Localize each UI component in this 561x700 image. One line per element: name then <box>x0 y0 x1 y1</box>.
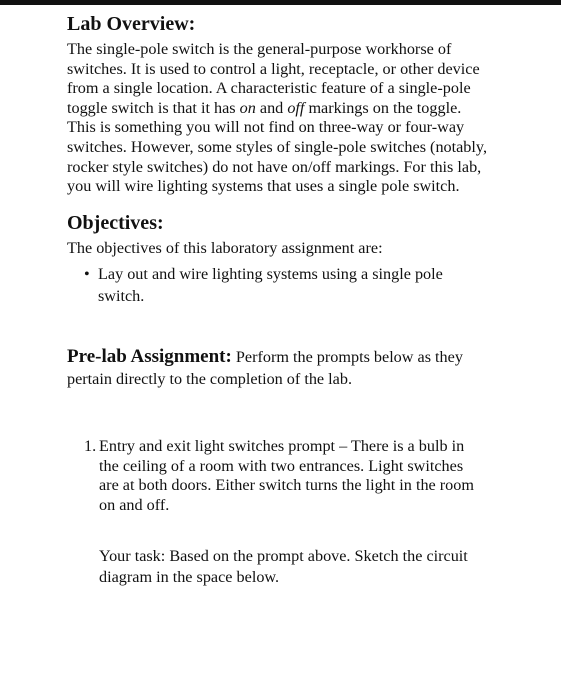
objectives-intro: The objectives of this laboratory assignment are: <box>67 239 383 257</box>
task-line: diagram in the space below. <box>99 567 280 586</box>
overview-line-text: toggle switch is that it has <box>67 98 240 117</box>
overview-line: you will wire lighting systems that uses a single pole switch. <box>67 177 460 196</box>
overview-line <box>67 99 537 119</box>
prompt-line: the ceiling of a room with two entrances. Light switches <box>99 456 464 475</box>
prompt-text <box>99 437 519 515</box>
objective-line: Lay out and wire lighting systems using a single pole <box>98 265 443 283</box>
task-line: Your task: Based on the prompt above. Sketch the circuit <box>99 547 468 565</box>
lab-overview-paragraph <box>67 40 537 197</box>
prelab-text: Perform the prompts below as they <box>231 348 463 366</box>
on-marking-text: on <box>239 98 256 117</box>
bullet-marker: • <box>84 265 90 283</box>
overview-line-text: and <box>255 98 288 117</box>
off-marking-text: off <box>287 98 305 117</box>
top-border <box>0 0 561 5</box>
lab-overview-heading: Lab Overview: <box>67 13 196 35</box>
prompt-line: Entry and exit light switches prompt – There is a bulb in <box>99 437 465 455</box>
objective-line: switch. <box>98 287 145 305</box>
prompt-number: 1. <box>84 437 97 455</box>
prelab-line: pertain directly to the completion of the lab. <box>67 370 352 388</box>
task-instructions <box>99 546 519 587</box>
overview-line: switches. It is used to control a light, receptacle, or other device <box>67 59 480 78</box>
objectives-heading: Objectives: <box>67 212 164 234</box>
prelab-line <box>67 346 537 368</box>
overview-line: The single-pole switch is the general-purpose workhorse of <box>67 40 452 58</box>
overview-line: rocker style switches) do not have on/off markings. For this lab, <box>67 157 482 176</box>
overview-line: from a single location. A characteristic feature of a single-pole <box>67 79 471 98</box>
objective-item <box>98 263 518 307</box>
prompt-line: are at both doors. Either switch turns the light in the room <box>99 476 474 495</box>
prompt-line: on and off. <box>99 495 170 514</box>
overview-line-text: markings on the toggle. <box>304 98 462 117</box>
overview-line: This is something you will not find on three-way or four-way <box>67 118 465 137</box>
prelab-section <box>67 346 537 390</box>
prelab-title: Pre-lab Assignment: <box>67 346 232 367</box>
overview-line: switches. However, some styles of single-pole switches (notably, <box>67 137 487 156</box>
